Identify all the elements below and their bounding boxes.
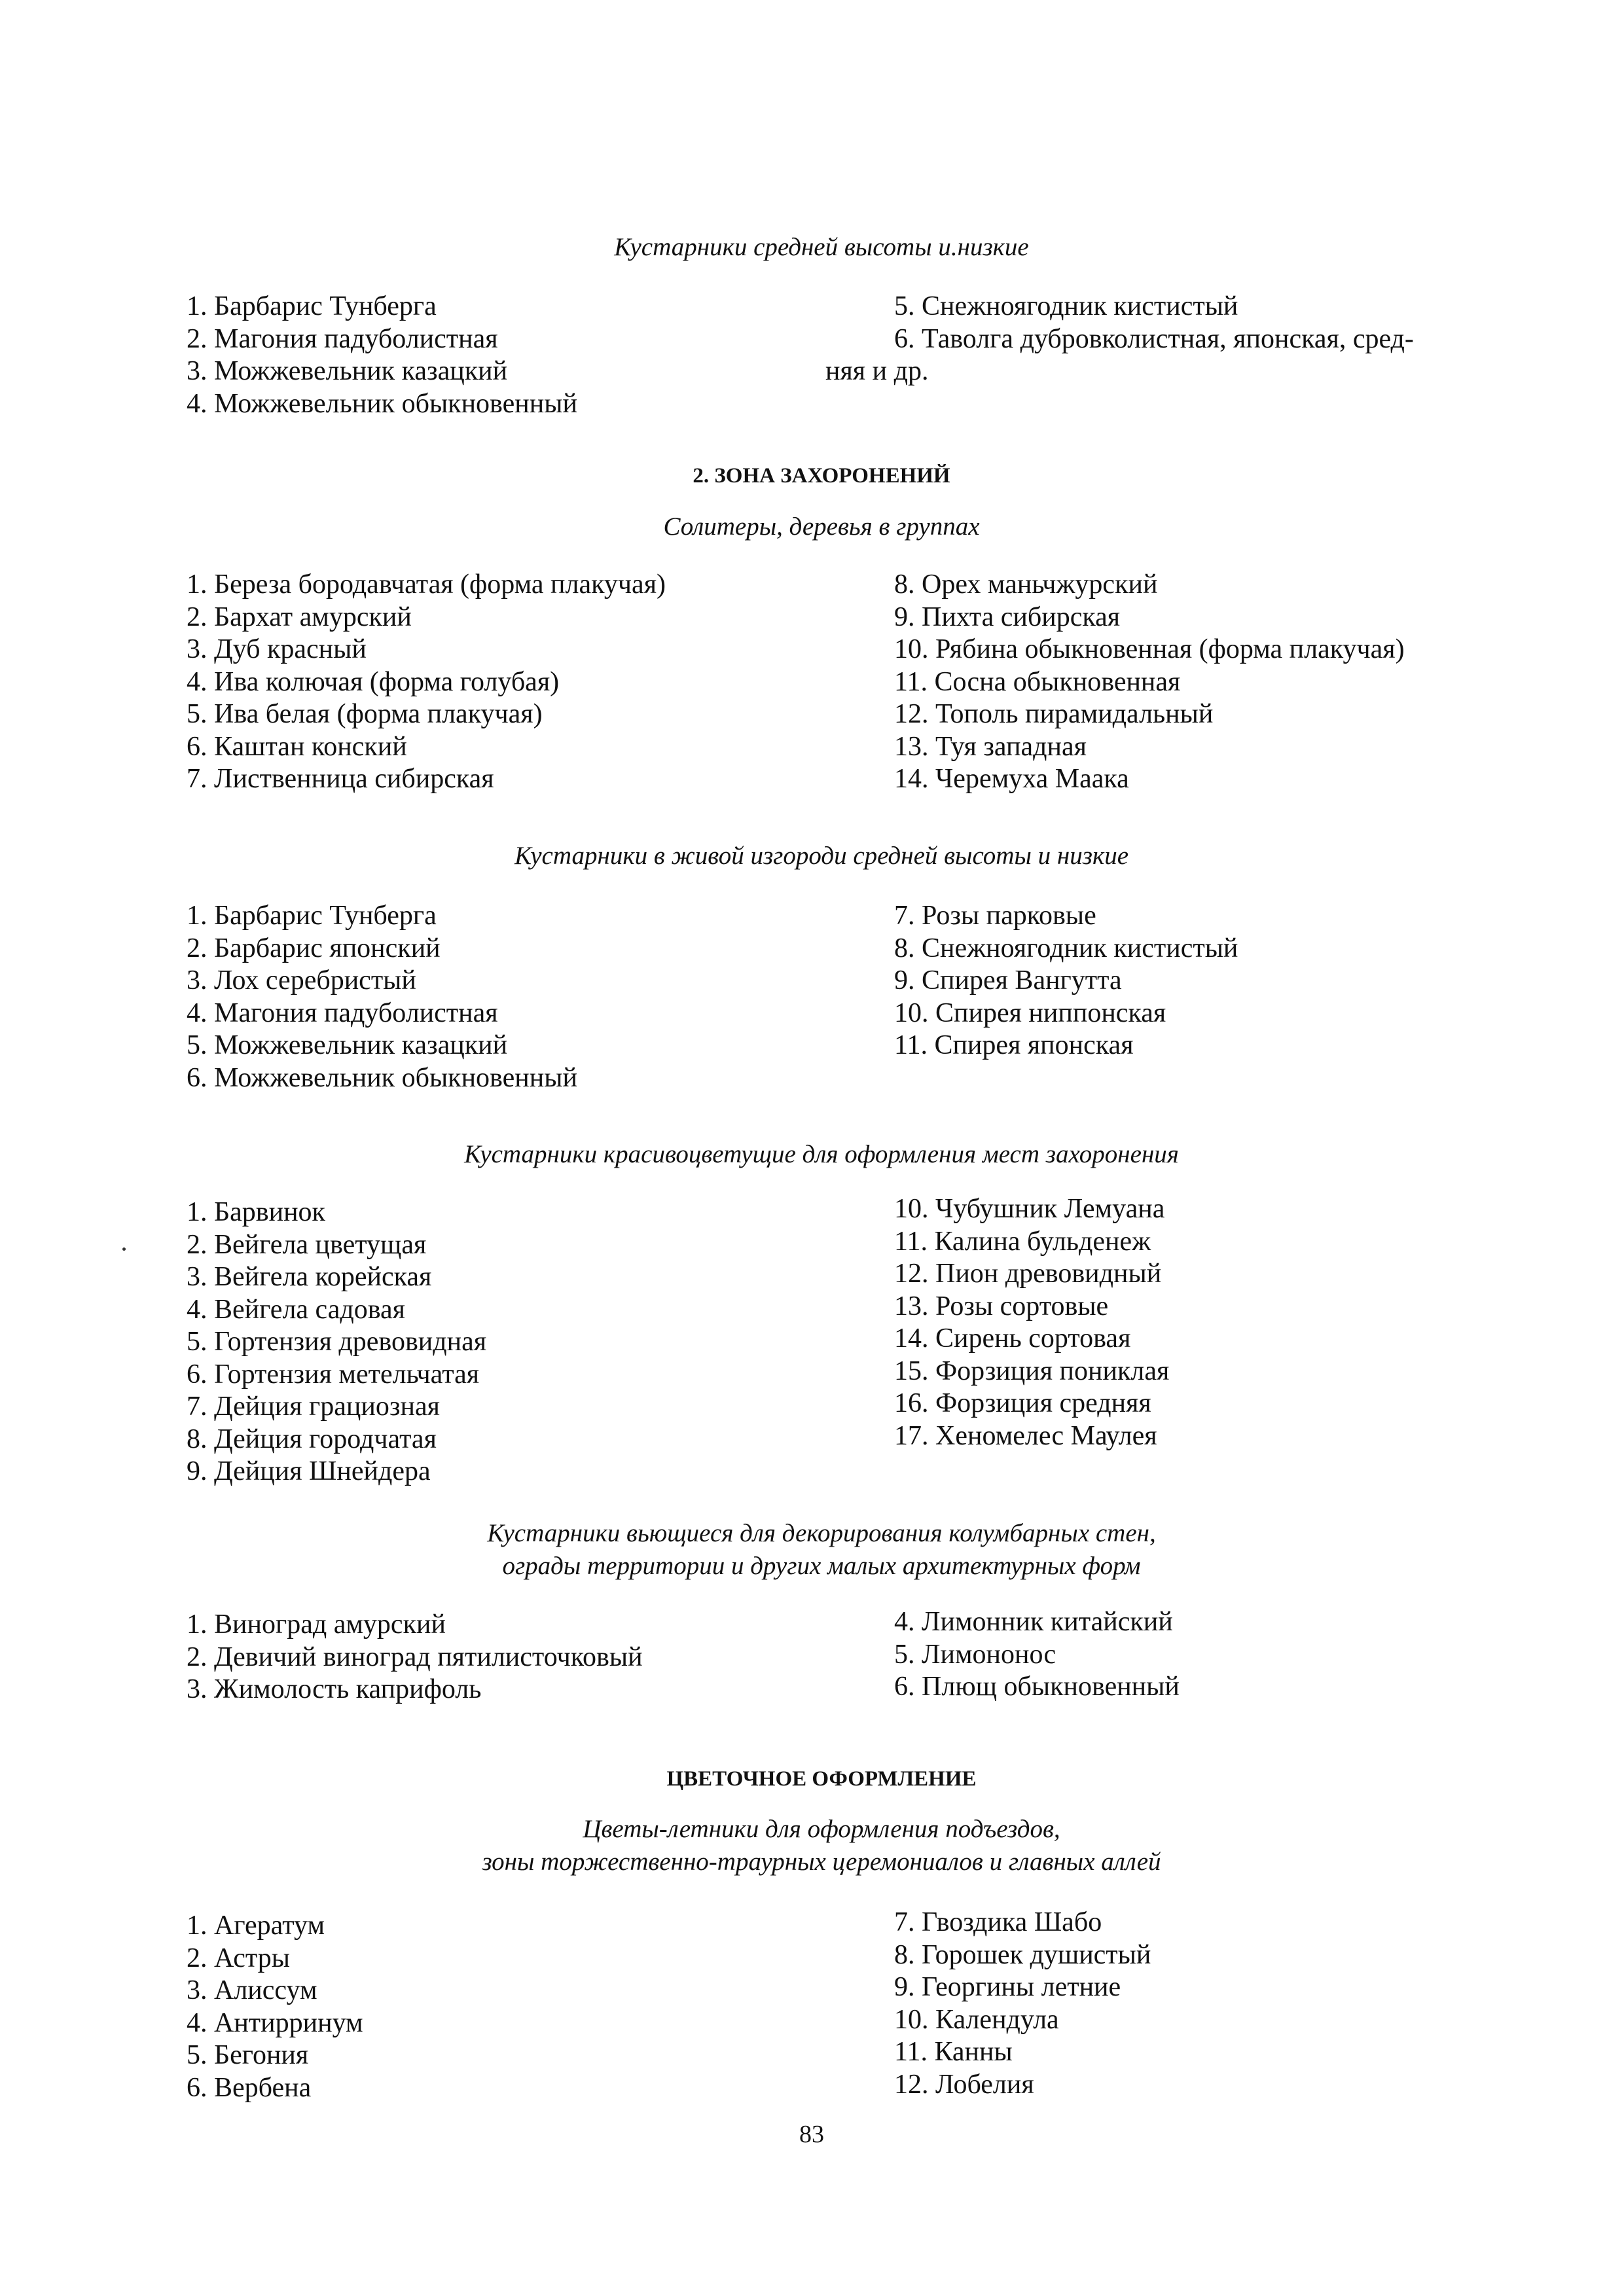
- list-item: 11. Калина бульденеж: [894, 1226, 1151, 1257]
- heading-line: Кустарники красивоцветущие для оформления мест захоронения: [464, 1140, 1179, 1168]
- section-heading: [170, 1813, 1473, 1878]
- list-item: 5. Гортензия древовидная: [187, 1327, 487, 1357]
- list-item: 5. Снежноягодник кистистый: [894, 291, 1238, 321]
- list-item: 9. Спирея Вангутта: [894, 965, 1122, 996]
- list-item: 6. Можжевельник обыкновенный: [187, 1062, 577, 1093]
- list-left-column: [187, 1609, 643, 1706]
- list-item: 11. Канны: [894, 2037, 1013, 2067]
- list-item: 3. Жимолость каприфоль: [187, 1674, 482, 1704]
- list-item: 12. Лобелия: [894, 2069, 1034, 2100]
- section-title: ЦВЕТОЧНОЕ ОФОРМЛЕНИЕ: [666, 1767, 977, 1791]
- list-item: 4. Антирринум: [187, 2007, 363, 2038]
- heading-line: зоны торжественно-траурных церемониалов и главных аллей: [482, 1848, 1161, 1876]
- list-item: 7. Гвоздика Шабо: [894, 1907, 1102, 1937]
- list-right-column: [894, 1606, 1180, 1704]
- list-item: 14. Сирень сортовая: [894, 1323, 1131, 1354]
- heading-line: Солитеры, деревья в группах: [663, 512, 980, 541]
- section-heading: [170, 231, 1473, 264]
- list-item: 8. Снежноягодник кистистый: [894, 933, 1238, 963]
- list-item: 4. Лимонник китайский: [894, 1607, 1173, 1637]
- heading-line: ограды территории и других малых архитектурных форм: [502, 1552, 1141, 1580]
- list-left-column: [187, 291, 577, 420]
- list-item: 1. Барбарис Тунберга: [187, 291, 437, 321]
- list-item: 2. Магония падуболистная: [187, 323, 498, 354]
- list-item: 1. Виноград амурский: [187, 1609, 446, 1640]
- heading-line: Кустарники средней высоты и.низкие: [614, 233, 1029, 261]
- list-item: 11. Сосна обыкновенная: [894, 666, 1181, 697]
- list-item: 6. Каштан конский: [187, 731, 407, 762]
- list-item: 17. Хеномелес Маулея: [894, 1420, 1157, 1451]
- list-item: 2. Вейгела цветущая: [187, 1229, 427, 1260]
- section-heading: [170, 511, 1473, 543]
- list-left-column: [187, 1910, 363, 2104]
- scan-speck: [122, 1247, 126, 1251]
- list-item: 7. Лиственница сибирская: [187, 764, 494, 794]
- list-item: 9. Пихта сибирская: [894, 601, 1121, 632]
- heading-line: Цветы-летники для оформления подъездов,: [583, 1815, 1060, 1843]
- list-item: 8. Дейция городчатая: [187, 1424, 437, 1454]
- list-right-column: [825, 291, 1414, 388]
- section-heading: [170, 1138, 1473, 1171]
- list-item: 2. Астры: [187, 1943, 291, 1973]
- list-item: 13. Туя западная: [894, 731, 1087, 762]
- list-left-column: [187, 900, 577, 1094]
- list-right-column: [894, 569, 1405, 796]
- list-right-column: [894, 1193, 1169, 1452]
- list-item: няя и др.: [825, 356, 929, 386]
- list-item: 10. Спирея ниппонская: [894, 997, 1166, 1028]
- list-item: 16. Форзиция средняя: [894, 1388, 1151, 1418]
- list-left-column: [187, 569, 666, 796]
- list-item: 6. Плющ обыкновенный: [894, 1672, 1180, 1702]
- heading-line: Кустарники вьющиеся для декорирования колумбарных стен,: [487, 1519, 1156, 1547]
- list-item: 6. Вербена: [187, 2072, 312, 2103]
- list-item: 3. Дуб красный: [187, 634, 367, 664]
- list-item: 15. Форзиция пониклая: [894, 1355, 1170, 1386]
- list-item: 7. Дейция грациозная: [187, 1391, 440, 1422]
- list-item: 6. Таволга дубровколистная, японская, сред-: [894, 323, 1414, 354]
- list-right-column: [894, 900, 1238, 1062]
- list-item: 2. Барбарис японский: [187, 933, 441, 963]
- list-item: 5. Ива белая (форма плакучая): [187, 699, 543, 729]
- list-item: 5. Можжевельник казацкий: [187, 1030, 508, 1060]
- list-left-column: [187, 1196, 486, 1488]
- list-item: 10. Календула: [894, 2004, 1059, 2035]
- list-item: 1. Барбарис Тунберга: [187, 901, 437, 931]
- list-item: 10. Чубушник Лемуана: [894, 1194, 1165, 1224]
- list-item: 8. Горошек душистый: [894, 1939, 1151, 1970]
- list-item: 9. Дейция Шнейдера: [187, 1456, 431, 1486]
- list-item: 12. Пион древовидный: [894, 1259, 1162, 1289]
- list-item: 11. Спирея японская: [894, 1030, 1134, 1060]
- list-item: 3. Лох серебристый: [187, 965, 416, 996]
- section-heading: [170, 840, 1473, 872]
- list-item: 5. Бегония: [187, 2040, 309, 2070]
- list-item: 6. Гортензия метельчатая: [187, 1359, 480, 1390]
- list-item: 2. Бархат амурский: [187, 601, 412, 632]
- list-item: 8. Орех маньчжурский: [894, 569, 1158, 600]
- list-item: 1. Береза бородавчатая (форма плакучая): [187, 569, 666, 600]
- list-item: 3. Алиссум: [187, 1975, 317, 2005]
- list-item: 1. Барвинок: [187, 1197, 325, 1227]
- list-item: 12. Тополь пирамидальный: [894, 699, 1214, 729]
- list-item: 5. Лимононос: [894, 1639, 1056, 1670]
- section-heading: [170, 1517, 1473, 1583]
- list-item: 4. Вейгела садовая: [187, 1294, 405, 1325]
- list-item: 10. Рябина обыкновенная (форма плакучая): [894, 634, 1405, 664]
- list-item: 13. Розы сортовые: [894, 1291, 1109, 1321]
- list-right-column: [894, 1907, 1151, 2101]
- list-item: 4. Ива колючая (форма голубая): [187, 666, 560, 697]
- section-title: 2. ЗОНА ЗАХОРОНЕНИЙ: [693, 464, 950, 488]
- list-item: 2. Девичий виноград пятилисточковый: [187, 1641, 643, 1672]
- list-item: 1. Агератум: [187, 1910, 325, 1941]
- heading-line: Кустарники в живой изгороди средней высоты и низкие: [514, 842, 1128, 870]
- page-number: 83: [799, 2121, 824, 2148]
- list-item: 3. Вейгела корейская: [187, 1262, 432, 1292]
- list-item: 4. Можжевельник обыкновенный: [187, 388, 577, 419]
- list-item: 3. Можжевельник казацкий: [187, 356, 508, 386]
- list-item: 7. Розы парковые: [894, 901, 1096, 931]
- list-item: 14. Черемуха Маака: [894, 764, 1129, 794]
- list-item: 4. Магония падуболистная: [187, 997, 498, 1028]
- list-item: 9. Георгины летние: [894, 1972, 1121, 2002]
